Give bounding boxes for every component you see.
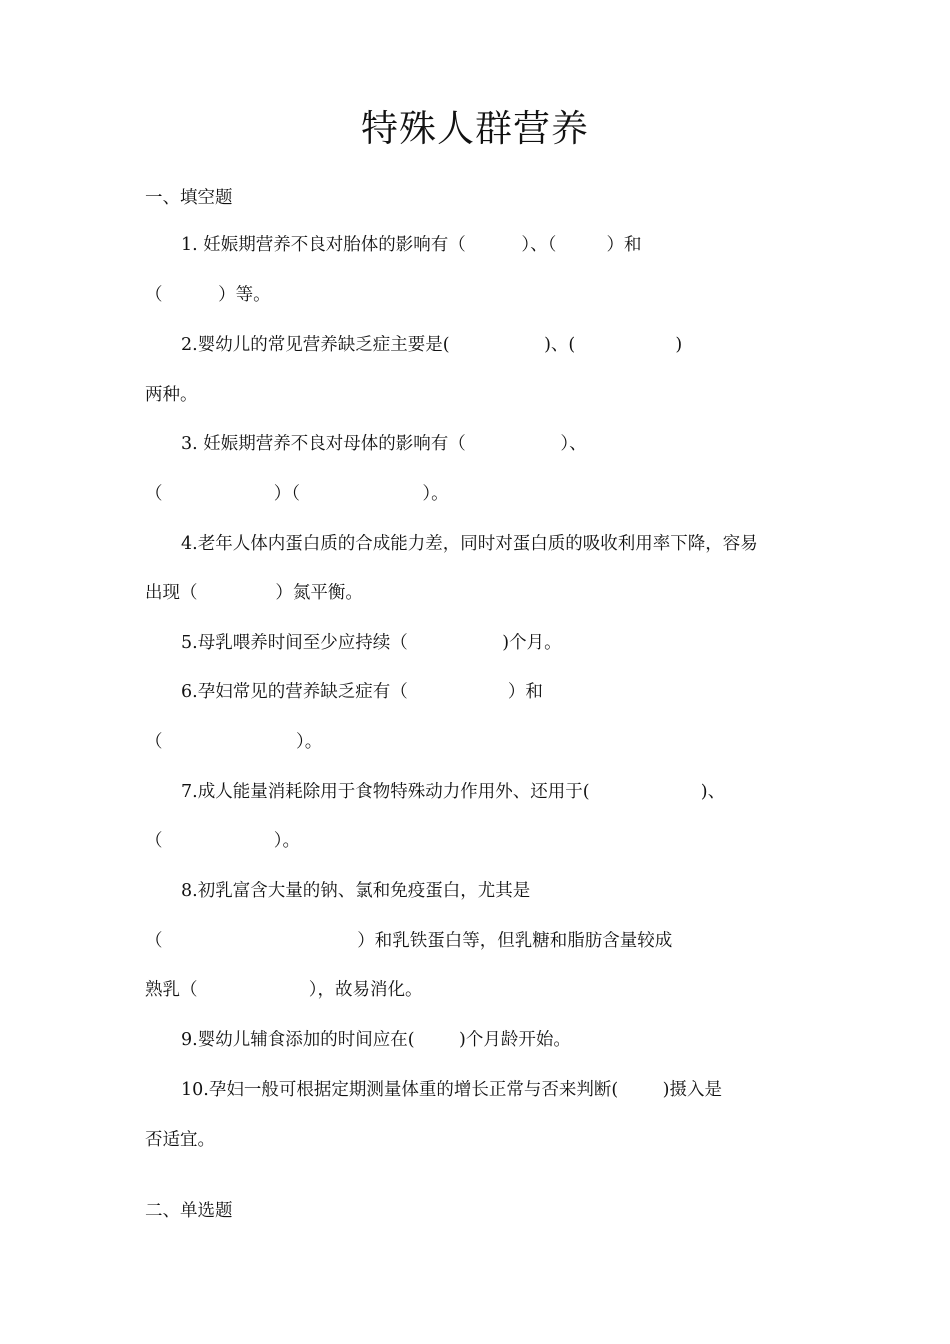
question-7-line-2: （ ）。 <box>145 831 301 851</box>
question-8-line-2: （ ）和乳铁蛋白等，但乳糖和脂肪含量较成 <box>145 931 673 951</box>
question-2-line-1: 2.婴幼儿的常见营养缺乏症主要是( )、( ) <box>181 335 683 355</box>
section-heading-single-choice: 二、单选题 <box>145 1201 233 1221</box>
question-7-line-1: 7.成人能量消耗除用于食物特殊动力作用外、还用于( )、 <box>181 782 726 802</box>
question-5-line-1: 5.母乳喂养时间至少应持续（ )个月。 <box>181 633 562 653</box>
question-10-line-1: 10.孕妇一般可根据定期测量体重的增长正常与否来判断( )摄入是 <box>181 1080 722 1100</box>
question-8-line-3: 熟乳（ ），故易消化。 <box>145 980 423 1000</box>
question-8-line-1: 8.初乳富含大量的钠、氯和免疫蛋白，尤其是 <box>181 881 531 901</box>
page-title: 特殊人群营养 <box>361 107 589 150</box>
question-2-line-2: 两种。 <box>145 385 198 405</box>
question-9-line-1: 9.婴幼儿辅食添加的时间应在( )个月龄开始。 <box>181 1030 571 1050</box>
question-10-line-2: 否适宜。 <box>145 1130 215 1150</box>
section-heading-fill-in: 一、填空题 <box>145 188 233 208</box>
question-6-line-1: 6.孕妇常见的营养缺乏症有（ ）和 <box>181 682 543 702</box>
question-1-line-2: （ ）等。 <box>145 285 271 305</box>
question-1-line-1: 1. 妊娠期营养不良对胎体的影响有（ ）、（ ）和 <box>181 235 642 255</box>
question-4-line-2: 出现（ ）氮平衡。 <box>145 583 363 603</box>
question-3-line-1: 3. 妊娠期营养不良对母体的影响有（ ）、 <box>181 434 587 454</box>
question-3-line-2: （ ）（ ）。 <box>145 484 449 504</box>
question-6-line-2: （ ）。 <box>145 732 323 752</box>
question-4-line-1: 4.老年人体内蛋白质的合成能力差，同时对蛋白质的吸收利用率下降，容易 <box>181 534 758 554</box>
